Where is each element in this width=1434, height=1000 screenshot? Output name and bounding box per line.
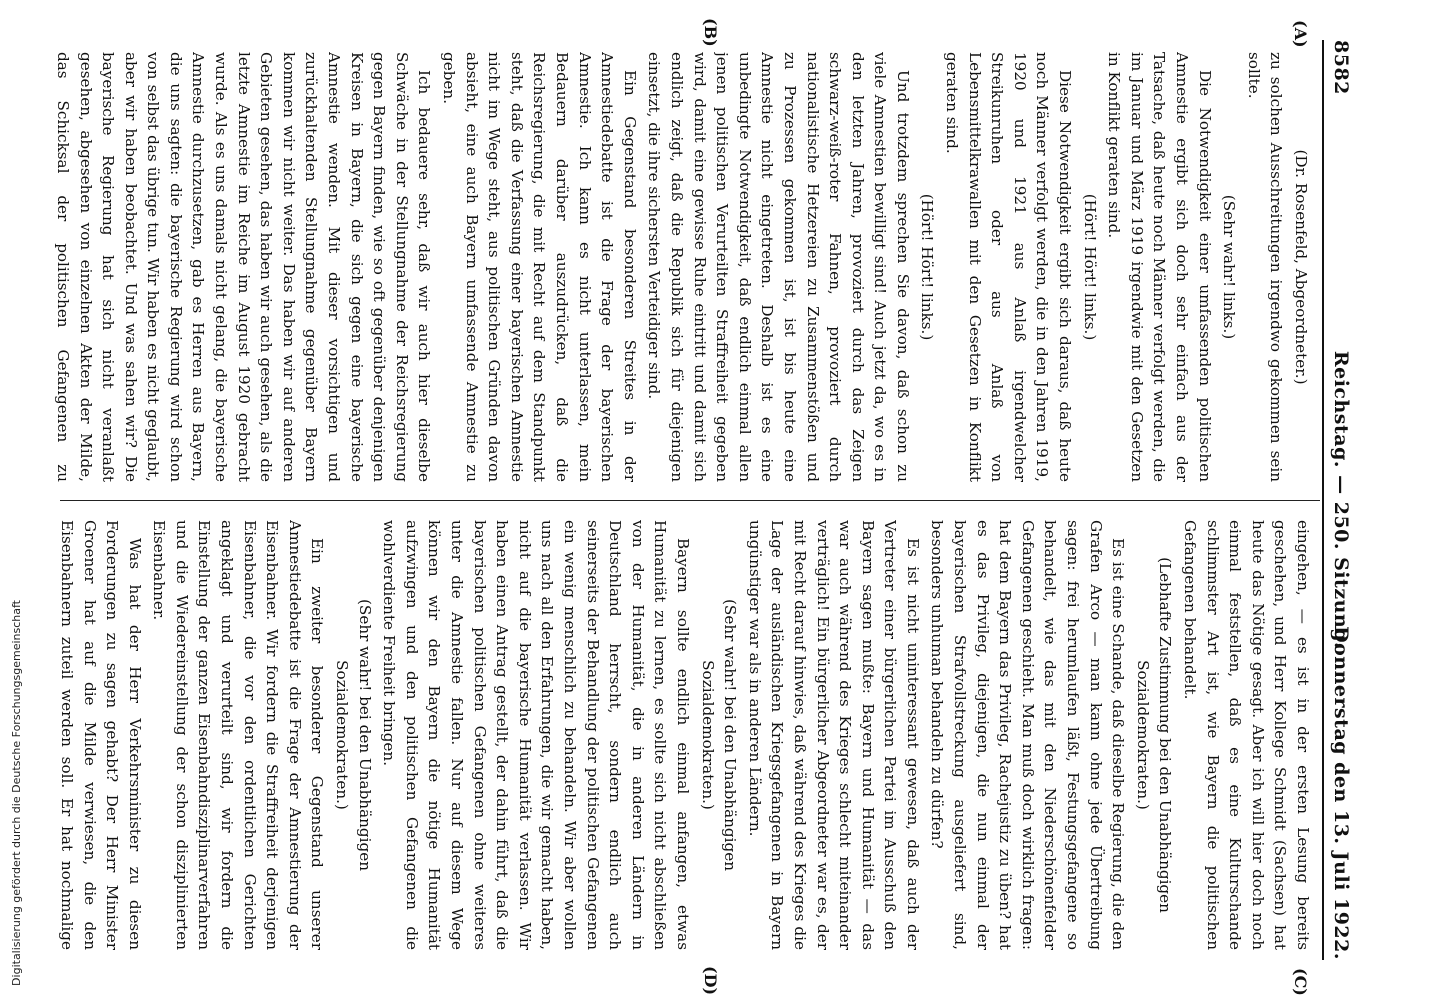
running-title: Reichstag. — 250. Sitzung. <box>1330 350 1352 650</box>
speaker-line: (Dr. Rosenfeld, Abgeordneter.) <box>1292 149 1310 385</box>
interjection: (Sehr wahr! bei den Unabhängigen Sozialdemokraten.) <box>333 599 374 871</box>
page-number: 8582 <box>1330 40 1352 95</box>
paragraph: Und trotzdem sprechen Sie davon, daß schon zu viele Amnestien bewilligt sind! Auch jetzt da, wo es in den letzten Jahren, provoziert durch das Zeigen schwarz-weiß-roter Fahnen, provoziert durch nationalistische Hetzereien zu Zusammenstößen und zu Prozessen gekommen ist, ist bis heute eine Amnestie nicht eingetreten. Deshalb ist es eine unbedingte Notwendigkeit, daß endlich einmal allen jenen politischen Verurteilten Straffreiheit gegeben wird, damit eine gewisse Ruhe eintritt und damit sich endlich zeigt, daß die Republik sich für diejenigen einsetzt, die ihre sichersten Verteidiger sind. <box>645 52 912 482</box>
margin-marker-d: (D) <box>701 966 720 996</box>
left-column <box>54 52 1314 482</box>
paragraph: zu solchen Ausschreitungen irgendwo gekommen sein sollte. <box>1244 52 1286 482</box>
paragraph: Diese Notwendigkeit ergibt sich daraus, daß heute noch Männer verfolgt werden, die in den Jahren 1919, 1920 und 1921 aus Anlaß irgendwelcher Streikunruhen oder aus Anlaß von Lebensmittelkrawallen mit den Gesetzen in Konflikt geraten sind. <box>943 52 1075 482</box>
interjection: (Hört! Hört! links.) <box>1080 193 1099 341</box>
paragraph: Ein zweiter besonderer Gegenstand unserer Amnestiedebatte ist die Frage der Amnestierung der Eisenbahner. Wir fordern die Straffreiheit derjenigen Eisenbahner, die vor den ordentlichen Gerichten angeklagt und verurteilt sind, wir fordern die Einstellung der ganzen Eisenbahndisziplinarverfahren und die Wiedereinstellung der schon disziplinierten Eisenbahner. <box>150 520 327 950</box>
interjection: (Sehr wahr! links.) <box>1220 194 1239 340</box>
margin-marker-a: (A) <box>1291 20 1310 48</box>
page-header <box>1326 40 1352 960</box>
column-separator <box>60 500 1320 501</box>
paragraph: Ich bedauere sehr, daß wir auch hier dieselbe Schwäche in der Stellungnahme der Reichsregierung gegen Bayern finden, wie so oft gegenüber denjenigen Kreisen in Bayern, die sich gegen eine bayerische Amnestie wenden. Mit dieser vorsichtigen und zurückhaltenden Stellungnahme gegenüber Bayern kommen wir nicht weiter. Das haben wir auf anderen Gebieten gesehen, das haben wir auch gesehen, als die letzte Amnestie im Reiche im August 1920 gebracht wurde. Als es uns damals nicht gelang, die bayerische Amnestie durchzusetzen, gab es Herren aus Bayern, die uns sagten: die bayerische Regierung wird schon von selbst das übrige tun. Wir haben es nicht geglaubt, aber wir haben beobachtet. Und was sahen wir? Die bayerische Regierung hat sich nicht veranlaßt gesehen, abgesehen von einzelnen Akten der Milde, das Schicksal der politischen Gefangenen zu <box>54 52 434 482</box>
paragraph: Es ist nicht uninteressant gewesen, daß auch der Vertreter einer bürgerlichen Partei im Ausschuß den Bayern sagen mußte: Bayern und Humanität — das war auch während des Krieges schlecht miteinander verträglich! Ein bürgerlicher Abgeordneter war es, der mit Recht darauf hinwies, daß während des Krieges die Lage der ausländischen Kriegsgefangenen in Bayern ungünstiger war als in anderen Ländern. <box>745 520 922 950</box>
credit-text: Digitalisierung gefördert durch die Deutsche Forschungsgemeinschaft <box>10 600 23 986</box>
paragraph: Die Notwendigkeit einer umfassenden politischen Amnestie ergibt sich doch sehr einfach aus der Tatsache, daß heute noch Männer verfolgt werden, die im Januar und März 1919 irgendwie mit den Gesetzen in Konflikt geraten sind. <box>1105 52 1214 482</box>
paragraph: Was hat der Herr Verkehrsminister zu diesen Forderungen zu sagen gehabt? Der Herr Minister Groener hat auf die Milde verwiesen, die den Eisenbahnern zuteil werden soll. Er hat nochmalige <box>57 520 144 950</box>
paragraph: eingehen, — es ist in der ersten Lesung bereits geschehen, und Herr Kollege Schmidt (Sachsen) hat heute das Nötige gesagt. Aber ich will hier doch noch einmal feststellen, daß es eine Kulturschande schlimmster Art ist, wie Bayern die politischen Gefangenen behandelt. <box>1181 520 1312 950</box>
digitization-credit <box>0 0 34 1000</box>
margin-marker-b: (B) <box>701 18 720 47</box>
interjection: (Sehr wahr! bei den Unabhängigen Sozialdemokraten.) <box>698 599 740 871</box>
margin-marker-c: (C) <box>1291 968 1310 996</box>
interjection: (Lebhafte Zustimmung bei den Unabhängigen Sozialdemokraten.) <box>1133 557 1175 913</box>
interjection: (Hört! Hört! links.) <box>918 193 937 341</box>
header-rule <box>1322 40 1324 960</box>
paragraph: Ein Gegenstand besonderen Streites in der Amnestiedebatte ist die Frage der bayerischen Amnestie. Ich kann es nicht unterlassen, mein Bedauern darüber auszudrücken, daß die Reichsregierung, die mit Recht auf dem Standpunkt steht, daß die Verfassung einer bayerischen Amnestie nicht im Wege steht, aus politischen Gründen davon absieht, eine auch Bayern umfassende Amnestie zu geben. <box>440 52 639 482</box>
header-date: Donnerstag den 13. Juli 1922. <box>1330 626 1352 960</box>
right-column <box>54 520 1314 950</box>
paragraph: Bayern sollte endlich einmal anfangen, etwas Humanität zu lernen, es sollte sich nicht abschließen von der Humanität, die in anderen Ländern in Deutschland herrscht, sondern endlich auch seinerseits der Behandlung der politischen Gefangenen ein wenig menschlich zu behandeln. Wir aber wollen uns nach all den Erfahrungen, die wir gemacht haben, nicht auf die bayerische Humanität verlassen. Wir haben einen Antrag gestellt, der dahin führt, daß die bayerischen politischen Gefangenen ohne weiteres unter die Amnestie fallen. Nur auf diesem Wege können wir den Bayern die nötige Humanität aufzwingen und den politischen Gefangenen die wohlverdiente Freiheit bringen. <box>380 520 692 950</box>
paragraph: Es ist eine Schande, daß dieselbe Regierung, die den Grafen Arco — man kann ohne jede Übertreibung sagen: frei herumlaufen läßt, Festungsgefangene so behandelt, wie das mit den Niederschönenfelder Gefangenen geschieht. Man muß doch wirklich fragen: hat dem Bayern das Privileg, Rachejustiz zu üben? hat es das Privileg, diejenigen, die nun einmal der bayerischen Strafvollstreckung ausgeliefert sind, besonders unhuman behandeln zu dürfen? <box>928 520 1128 950</box>
